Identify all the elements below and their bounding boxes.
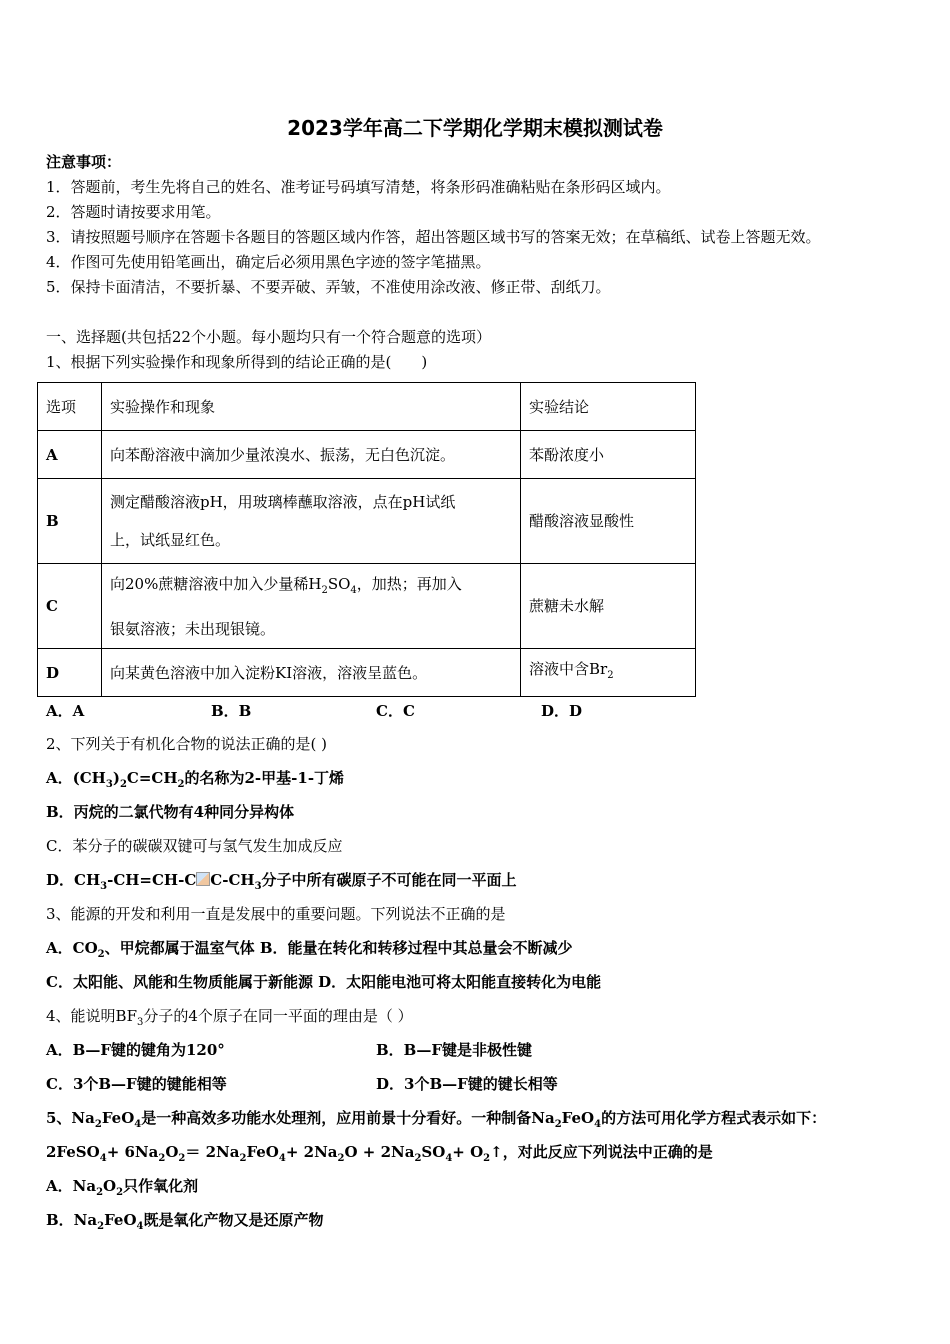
answer-option: B．B bbox=[211, 702, 252, 720]
option-text: A．Na bbox=[46, 1177, 97, 1195]
notice-item: 1．答题前，考生先将自己的姓名、准考证号码填写清楚，将条形码准确粘贴在条形码区域内。 bbox=[46, 178, 671, 196]
table-cell bbox=[521, 649, 696, 697]
question-1-stem: 1、根据下列实验操作和现象所得到的结论正确的是( ) bbox=[46, 353, 428, 371]
subscript: 2 bbox=[607, 670, 614, 681]
cell-text: 银氨溶液；未出现银镜。 bbox=[110, 619, 276, 638]
option-text: 既是氧化产物又是还原产物 bbox=[143, 1211, 324, 1229]
notice-item: 5．保持卡面清洁，不要折暴、不要弄破、弄皱，不准使用涂改液、修正带、刮纸刀。 bbox=[46, 278, 611, 296]
eq-text: ↑，对此反应下列说法中正确的是 bbox=[490, 1143, 713, 1161]
subscript: 2 bbox=[158, 1153, 166, 1164]
subscript: 4 bbox=[99, 1153, 107, 1164]
table-cell: 苯酚浓度小 bbox=[521, 431, 696, 479]
subscript: 2 bbox=[321, 584, 328, 596]
eq-text: SO bbox=[421, 1143, 446, 1161]
subscript: 4 bbox=[136, 1221, 144, 1232]
stem-text: 5、Na bbox=[46, 1109, 95, 1127]
option-text: C=CH bbox=[126, 769, 178, 787]
eq-text: 2FeSO bbox=[46, 1143, 100, 1161]
table-cell: 蔗糖未水解 bbox=[521, 564, 696, 649]
subscript: 2 bbox=[337, 1153, 345, 1164]
page-title: 2023学年高二下学期化学期末模拟测试卷 bbox=[287, 116, 663, 140]
subscript: 4 bbox=[445, 1153, 453, 1164]
option-text: A．CO bbox=[46, 939, 98, 957]
option-text: A．(CH bbox=[46, 769, 106, 787]
option-text: D．CH bbox=[46, 871, 101, 889]
subscript: 2 bbox=[483, 1153, 491, 1164]
subscript: 2 bbox=[96, 1187, 104, 1198]
question-2-option-b: B．丙烷的二氯代物有4种同分异构体 bbox=[46, 803, 295, 821]
question-2-stem: 2、下列关于有机化合物的说法正确的是( ) bbox=[46, 735, 328, 753]
subscript: 2 bbox=[177, 779, 185, 790]
question-2-option-d bbox=[46, 870, 517, 897]
option-text: 只作氧化剂 bbox=[123, 1177, 199, 1195]
eq-text: FeO bbox=[246, 1143, 279, 1161]
option-text: 分子中所有碳原子不可能在同一平面上 bbox=[261, 871, 517, 889]
subscript: 2 bbox=[239, 1153, 247, 1164]
question-4-option-d: D．3个B—F键的键长相等 bbox=[376, 1075, 558, 1093]
option-text: FeO bbox=[104, 1211, 137, 1229]
option-text: -CH=CH-C bbox=[107, 871, 197, 889]
subscript: 2 bbox=[97, 1221, 105, 1232]
notice-item: 2．答题时请按要求用笔。 bbox=[46, 203, 221, 221]
cell-text: SO bbox=[327, 574, 351, 593]
table-cell: A bbox=[38, 431, 102, 479]
question-3-options-cd: C．太阳能、风能和生物质能属于新能源 D．太阳能电池可将太阳能直接转化为电能 bbox=[46, 973, 602, 991]
table-row bbox=[38, 649, 696, 697]
notice-item: 4．作图可先使用铅笔画出，确定后必须用黑色字迹的签字笔描黑。 bbox=[46, 253, 491, 271]
table-cell: 向某黄色溶液中加入淀粉KI溶液，溶液呈蓝色。 bbox=[102, 649, 521, 697]
table-header-row bbox=[38, 383, 696, 431]
question-5-equation bbox=[46, 1142, 713, 1169]
table-cell: B bbox=[38, 479, 102, 564]
question-2-option-a bbox=[46, 768, 344, 795]
table-cell bbox=[102, 564, 521, 649]
option-text: C-CH bbox=[210, 871, 255, 889]
question-4-option-c: C．3个B—F键的键能相等 bbox=[46, 1075, 227, 1093]
eq-text: + 6Na bbox=[106, 1143, 159, 1161]
option-text: O bbox=[103, 1177, 117, 1195]
option-text: B．Na bbox=[46, 1211, 98, 1229]
stem-text: 是一种高效多功能水处理剂，应用前景十分看好。一种制备Na bbox=[141, 1109, 555, 1127]
triple-bond-image bbox=[196, 872, 210, 886]
subscript: 3 bbox=[254, 881, 262, 892]
table-cell: C bbox=[38, 564, 102, 649]
option-text: ) bbox=[112, 769, 120, 787]
cell-text: 测定醋酸溶液pH，用玻璃棒蘸取溶液，点在pH试纸 bbox=[110, 493, 456, 511]
answer-option: C．C bbox=[376, 702, 415, 720]
table-row bbox=[38, 431, 696, 479]
stem-text: FeO bbox=[101, 1109, 135, 1127]
table-cell bbox=[102, 479, 521, 564]
question-4-option-b: B．B—F键是非极性键 bbox=[376, 1041, 533, 1059]
answer-option: A．A bbox=[46, 702, 85, 720]
stem-text: FeO bbox=[561, 1109, 595, 1127]
table-header: 实验操作和现象 bbox=[102, 383, 521, 431]
eq-text: + 2Na bbox=[285, 1143, 338, 1161]
table-row bbox=[38, 479, 696, 564]
subscript: 3 bbox=[136, 1017, 144, 1028]
subscript: 4 bbox=[278, 1153, 286, 1164]
stem-text: 4、能说明BF bbox=[46, 1007, 137, 1025]
subscript: 2 bbox=[554, 1119, 562, 1130]
subscript: 3 bbox=[105, 779, 113, 790]
section-heading: 一、选择题(共包括22个小题。每小题均只有一个符合题意的选项） bbox=[46, 328, 491, 346]
subscript: 2 bbox=[97, 949, 105, 960]
notice-item: 3．请按照题号顺序在答题卡各题目的答题区域内作答，超出答题区域书写的答案无效；在草稿纸、试卷上答题无效。 bbox=[46, 228, 821, 246]
table-cell: D bbox=[38, 649, 102, 697]
table-header: 实验结论 bbox=[521, 383, 696, 431]
question-4-option-a: A．B—F键的键角为120° bbox=[46, 1041, 225, 1059]
cell-text: 向20%蔗糖溶液中加入少量稀H bbox=[110, 574, 322, 593]
question-3-stem: 3、能源的开发和利用一直是发展中的重要问题。下列说法不正确的是 bbox=[46, 905, 506, 923]
option-text: 、甲烷都属于温室气体 B．能量在转化和转移过程中其总量会不断减少 bbox=[104, 939, 573, 957]
question-2-option-c: C．苯分子的碳碳双键可与氢气发生加成反应 bbox=[46, 837, 343, 855]
subscript: 2 bbox=[116, 1187, 124, 1198]
question-4-stem bbox=[46, 1006, 413, 1033]
option-text: 的名称为2-甲基-1-丁烯 bbox=[184, 769, 345, 787]
question-5-stem bbox=[46, 1108, 826, 1135]
cell-text: 溶液中含Br bbox=[529, 660, 608, 678]
eq-text: ＝ 2Na bbox=[185, 1143, 240, 1161]
question-5-option-b bbox=[46, 1210, 324, 1237]
question-5-option-a bbox=[46, 1176, 198, 1203]
eq-text: O + 2Na bbox=[344, 1143, 415, 1161]
table-cell: 向苯酚溶液中滴加少量浓溴水、振荡，无白色沉淀。 bbox=[102, 431, 521, 479]
cell-text: ，加热；再加入 bbox=[356, 574, 462, 593]
question-1-table bbox=[37, 382, 696, 697]
table-header: 选项 bbox=[38, 383, 102, 431]
table-cell: 醋酸溶液显酸性 bbox=[521, 479, 696, 564]
eq-text: + O bbox=[452, 1143, 484, 1161]
stem-text: 分子的4个原子在同一平面的理由是（ ） bbox=[143, 1007, 413, 1025]
stem-text: 的方法可用化学方程式表示如下： bbox=[601, 1109, 827, 1127]
subscript: 2 bbox=[119, 779, 127, 790]
subscript: 4 bbox=[350, 584, 357, 596]
eq-text: O bbox=[165, 1143, 179, 1161]
notice-heading: 注意事项： bbox=[46, 153, 122, 171]
subscript: 4 bbox=[594, 1119, 602, 1130]
subscript: 3 bbox=[100, 881, 108, 892]
cell-text: 上，试纸显红色。 bbox=[110, 531, 231, 549]
subscript: 2 bbox=[178, 1153, 186, 1164]
subscript: 2 bbox=[94, 1119, 102, 1130]
subscript: 2 bbox=[414, 1153, 422, 1164]
answer-option: D．D bbox=[541, 702, 583, 720]
table-row bbox=[38, 564, 696, 649]
subscript: 4 bbox=[134, 1119, 142, 1130]
question-3-options-ab bbox=[46, 938, 573, 965]
